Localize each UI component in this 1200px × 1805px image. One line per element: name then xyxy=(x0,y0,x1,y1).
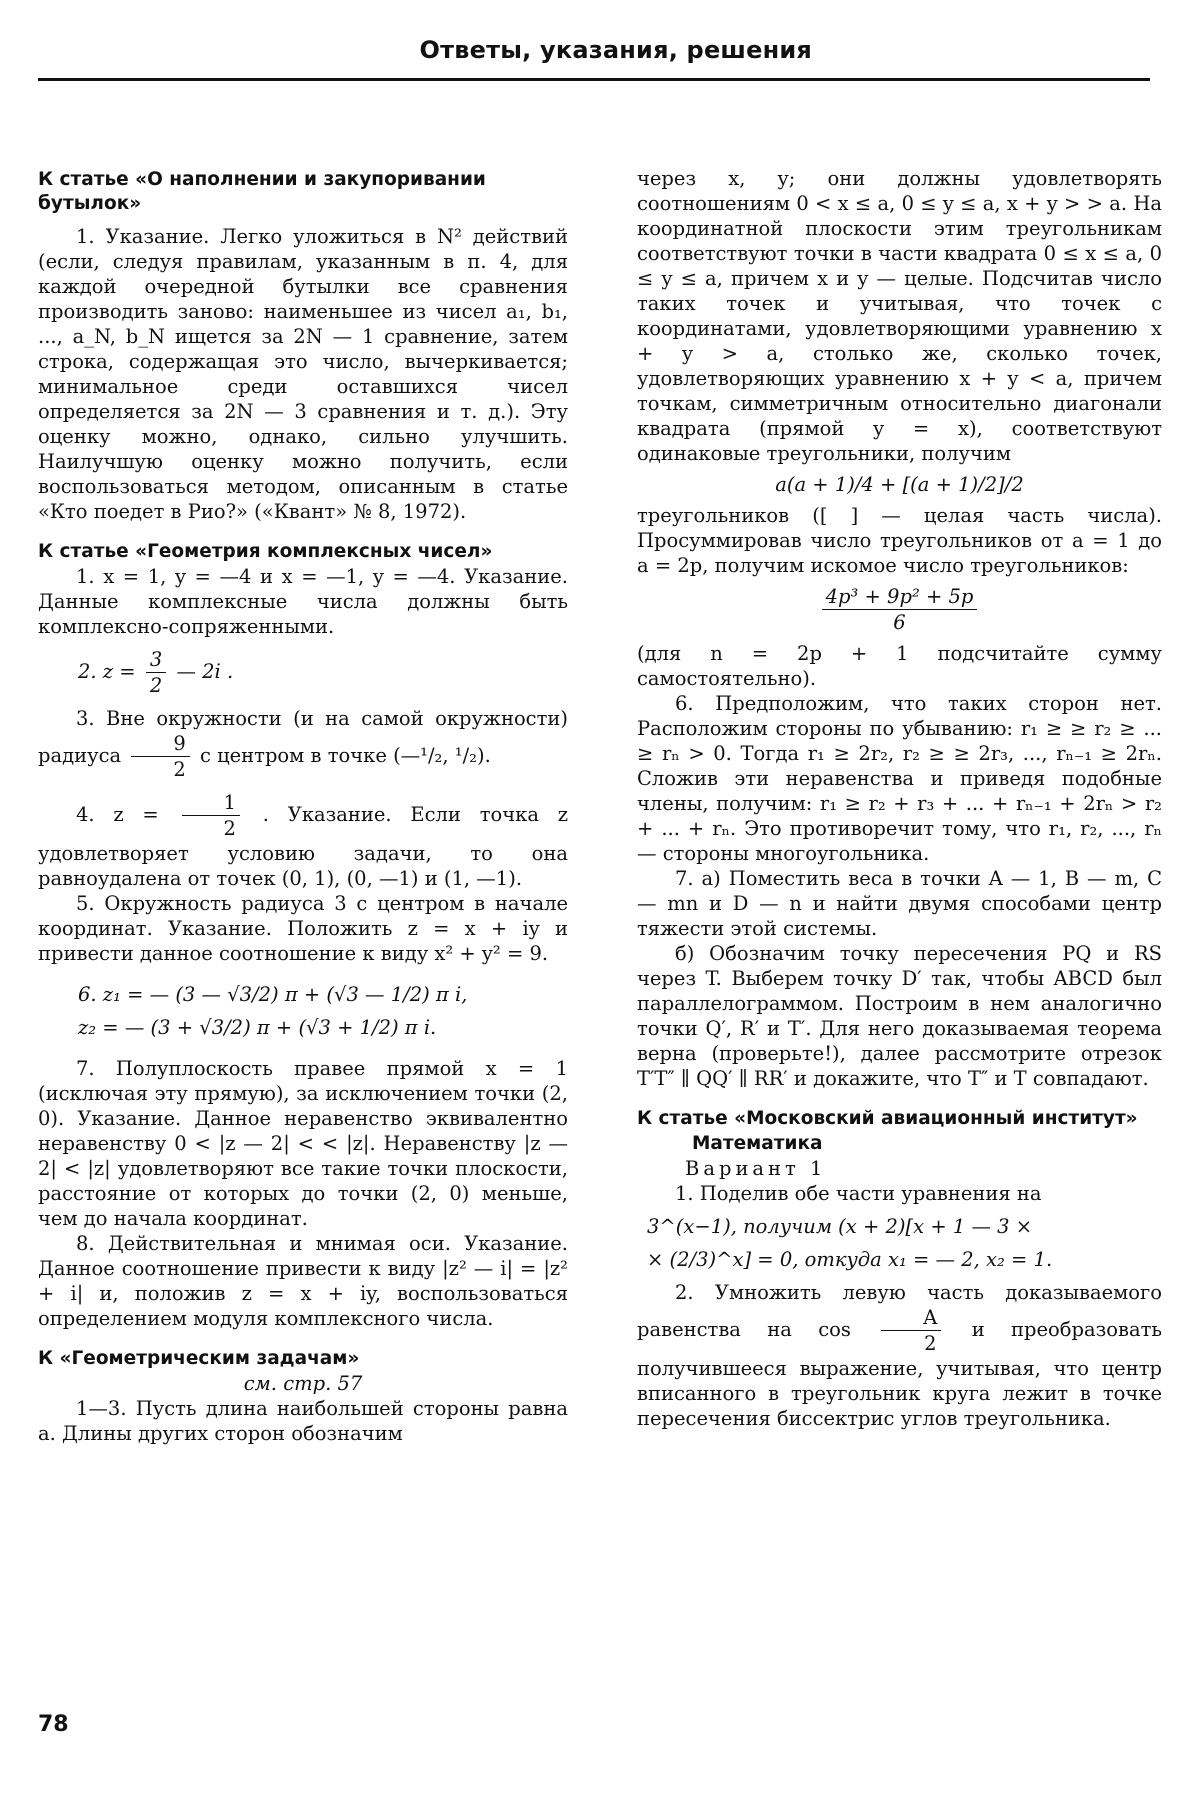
fraction-numerator: A xyxy=(881,1305,941,1331)
header-rule xyxy=(38,78,1150,81)
fraction-denominator: 2 xyxy=(924,1332,937,1355)
section-title-geometry: К «Геометрическим задачам» xyxy=(38,1348,360,1369)
geometry-page-ref: см. стр. 57 xyxy=(243,1372,363,1395)
answer-complex-2-suffix: — 2i . xyxy=(176,660,234,683)
answer-geometry-1-cont: через x, y; они должны удовлетворять соотношениям 0 < x ≤ a, 0 ≤ y ≤ a, x + y > > a. На координатной плоскости этим треугольникам соответствуют точки в части квадрата 0 ≤ x ≤ a, 0 ≤ y ≤ a, причем x и y — целые. Подсчитав число таких точек и учитывая, что точек с координатами, удовлетворяющими уравнению x + y > a, столько же, сколько точек, удовлетворяющих уравнению x + y < a, причем точкам, симметричным относительно диагонали квадрата (прямой y = x), соответствуют одинаковые треугольники, получим xyxy=(637,167,1162,465)
answer-complex-4-prefix: 4. z = xyxy=(76,803,159,826)
answer-geometry-1: 1—3. Пусть длина наибольшей стороны равна a. Длины других сторон обозначим xyxy=(38,1397,568,1445)
mai-variant: Вариант 1 xyxy=(685,1157,827,1180)
answer-complex-3-text-b: с центром в точке (—¹/₂, ¹/₂). xyxy=(199,744,491,767)
answer-complex-6-line2: z₂ = — (3 + √3/2) π + (√3 + 1/2) π i. xyxy=(78,1016,437,1039)
answer-geometry-7b: б) Обозначим точку пересечения PQ и RS через T. Выберем точку D′ так, чтобы ABCD был параллелограммом. Построим в нем аналогично точки Q′, R′ и T′. Для него доказываемая теорема верна (проверьте!), далее рассмотрите отрезок T′T″ ∥ QQ′ ∥ RR′ и докажите, что T″ и T совпадают. xyxy=(637,942,1162,1090)
mai-answer-1b: 3^(x−1), получим (x + 2)[x + 1 — 3 × xyxy=(647,1215,1033,1238)
answer-complex-2-prefix: 2. z = xyxy=(78,660,136,683)
answer-bottles-1: 1. Указание. Легко уложиться в N² действий (если, следуя правилам, указанным в п. 4, для каждой очередной бутылки все сравнения производить заново: наименьшее из чисел a₁, b₁, ..., a_N, b_N ищется за 2N — 1 сравнение, затем строка, содержащая это число, вычеркивается; минимальное среди оставшихся чисел определяется за 2N — 3 сравнения и т. д.). Эту оценку можно, однако, сильно улучшить. Наилучшую оценку можно получить, если воспользоваться методом, описанным в статье «Кто поедет в Рио?» («Квант» № 8, 1972). xyxy=(38,225,568,523)
page-number: 78 xyxy=(38,1712,69,1737)
mai-answer-1c: × (2/3)^x] = 0, откуда x₁ = — 2, x₂ = 1. xyxy=(647,1248,1053,1271)
answer-geometry-1-cont2: треугольников ([ ] — целая часть числа). Просуммировав число треугольников от a = 1 до a = 2p, получим искомое число треугольников: xyxy=(637,504,1162,577)
mai-answer-2-text-b: и преобразовать получившееся выражение, учитывая, что центр вписанного в треугольник круга лежит в точке пересечения биссектрис углов треугольника. xyxy=(637,1318,1162,1430)
answer-complex-6-line1: 6. z₁ = — (3 — √3/2) π + (√3 — 1/2) π i, xyxy=(78,983,468,1006)
right-column xyxy=(637,166,1162,1726)
fraction-denominator: 2 xyxy=(149,674,163,697)
answer-complex-8: 8. Действительная и мнимая оси. Указание. Данное соотношение привести к виду |z² — i| = |z² + i| и, положив z = x + iy, воспользоваться определением модуля комплексного числа. xyxy=(38,1232,568,1330)
answer-geometry-1-cont3: (для n = 2p + 1 подсчитайте сумму самостоятельно). xyxy=(637,642,1162,690)
answer-complex-4-suffix: . Указание. Если точка z удовлетворяет условию задачи, то она равноудалена от точек (0, 1), (0, —1) и (1, —1). xyxy=(38,803,568,890)
fraction-denominator: 6 xyxy=(893,611,906,634)
answer-geometry-6: 6. Предположим, что таких сторон нет. Расположим стороны по убыванию: r₁ ≥ ≥ r₂ ≥ ... ≥ rₙ > 0. Тогда r₁ ≥ 2r₂, r₂ ≥ ≥ 2r₃, ..., rₙ₋₁ ≥ 2rₙ. Сложив эти неравенства и приведя подобные члены, получим: r₁ ≥ r₂ + r₃ + ... + rₙ₋₁ + 2rₙ > r₂ + ... + rₙ. Это противоречит тому, что r₁, r₂, ..., rₙ — стороны многоугольника. xyxy=(637,692,1162,865)
answer-complex-7: 7. Полуплоскость правее прямой x = 1 (исключая эту прямую), за исключением точки (2, 0). Указание. Данное неравенство эквивалентно неравенству 0 < |z — 2| < < |z|. Неравенству |z — 2| < |z| удовлетворяют все такие точки плоскости, расстояние от которых до точки (2, 0) меньше, чем до начала координат. xyxy=(38,1057,568,1230)
mai-answer-1a: 1. Поделив обе части уравнения на xyxy=(675,1182,1042,1205)
answer-geometry-7a: 7. а) Поместить веса в точки A — 1, B — m, C — mn и D — n и найти двумя способами центр тяжести этой системы. xyxy=(637,867,1162,940)
fraction xyxy=(881,1305,941,1356)
fraction-numerator: 3 xyxy=(146,647,166,673)
fraction xyxy=(131,731,189,782)
fraction-numerator: 4p³ + 9p² + 5p xyxy=(822,584,978,610)
triangle-count-formula: a(a + 1)/4 + [(a + 1)/2]/2 xyxy=(775,473,1024,496)
left-column xyxy=(38,168,568,1728)
mai-answer-2-text-a: 2. Умножить левую часть доказываемого равенства на cos xyxy=(637,1281,1162,1341)
answer-complex-5: 5. Окружность радиуса 3 с центром в начале координат. Указание. Положить z = x + iy и привести данное соотношение к виду x² + y² = 9. xyxy=(38,892,568,965)
page-header-title: Ответы, указания, решения xyxy=(419,36,812,64)
fraction xyxy=(182,790,240,841)
section-title-complex: К статье «Геометрия комплексных чисел» xyxy=(38,541,493,562)
answer-complex-4 xyxy=(38,790,568,891)
answer-complex-1: 1. x = 1, y = —4 и x = —1, y = —4. Указание. Данные комплексные числа должны быть комплексно-сопряженными. xyxy=(38,565,568,638)
section-title-bottles: К статье «О наполнении и закупоривании бутылок» xyxy=(38,169,486,214)
answer-complex-3 xyxy=(38,706,568,782)
fraction-numerator: 9 xyxy=(131,731,189,757)
fraction xyxy=(822,584,978,635)
fraction-numerator: 1 xyxy=(182,790,240,816)
sum-formula xyxy=(637,584,1162,635)
mai-answer-2 xyxy=(637,1280,1162,1431)
section-title-mai: К статье «Московский авиационный институт» xyxy=(637,1108,1138,1129)
answer-complex-3-text-a: 3. Вне окружности (и на самой окружности) радиуса xyxy=(38,707,568,767)
fraction-denominator: 2 xyxy=(173,758,186,781)
fraction xyxy=(146,647,166,698)
answer-complex-2 xyxy=(38,647,568,698)
fraction-denominator: 2 xyxy=(223,817,236,840)
mai-subject: Математика xyxy=(692,1133,823,1154)
